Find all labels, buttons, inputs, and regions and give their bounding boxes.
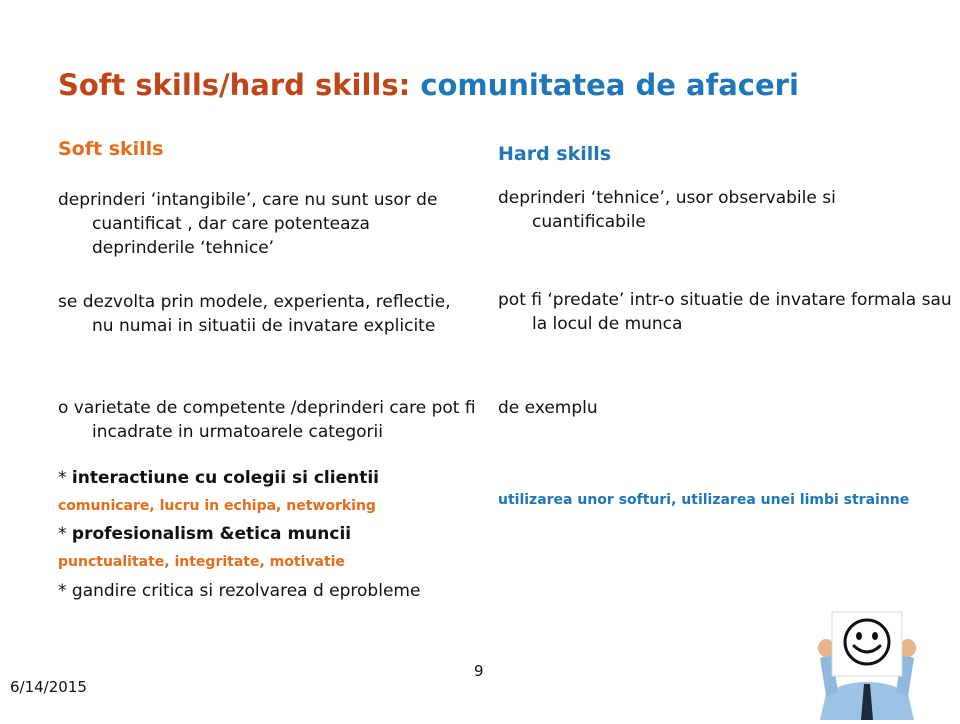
hard-paragraph-3: de exemplu: [498, 398, 598, 418]
smiley-person-illustration: [812, 608, 922, 720]
soft-category-1-text: interactiune cu colegii si clientii: [71, 468, 379, 488]
soft-skills-heading: Soft skills: [58, 138, 164, 160]
soft-category-3: * gandire critica si rezolvarea d eprobleme: [58, 581, 421, 601]
footer-date: 6/14/2015: [10, 678, 87, 696]
soft-category-2: [58, 524, 351, 544]
soft-paragraph-1: deprinderi ‘intangibile’, care nu sunt usor de cuantificat , dar care potenteaza deprinderile ‘tehnice’: [58, 190, 438, 258]
soft-paragraph-3: o varietate de competente /deprinderi care pot fi incadrate in urmatoarele categorii: [58, 398, 476, 442]
hard-skills-heading: Hard skills: [498, 143, 612, 165]
page-number: 9: [474, 662, 484, 680]
soft-category-1-prefix: *: [58, 468, 72, 488]
soft-category-1: [58, 468, 379, 488]
smiley-sign-icon: [812, 608, 922, 720]
soft-paragraph-2: se dezvolta prin modele, experienta, reflectie, nu numai in situatii de invatare explicite: [58, 292, 451, 336]
title-part-1: Soft skills/hard skills:: [58, 68, 421, 102]
hard-examples: utilizarea unor softuri, utilizarea unei limbi strainne: [498, 492, 910, 508]
soft-category-1-examples: comunicare, lucru in echipa, networking: [58, 498, 376, 514]
slide-title: [58, 68, 799, 102]
soft-category-2-text: profesionalism &etica muncii: [71, 524, 352, 544]
soft-category-2-prefix: *: [58, 524, 72, 544]
title-part-2: comunitatea de afaceri: [420, 68, 799, 102]
soft-category-2-examples: punctualitate, integritate, motivatie: [58, 554, 345, 570]
hard-paragraph-1: deprinderi ‘tehnice’, usor observabile si cuantificabile: [498, 188, 836, 232]
hard-paragraph-2: pot fi ‘predate’ intr-o situatie de invatare formala sau la locul de munca: [498, 290, 952, 334]
